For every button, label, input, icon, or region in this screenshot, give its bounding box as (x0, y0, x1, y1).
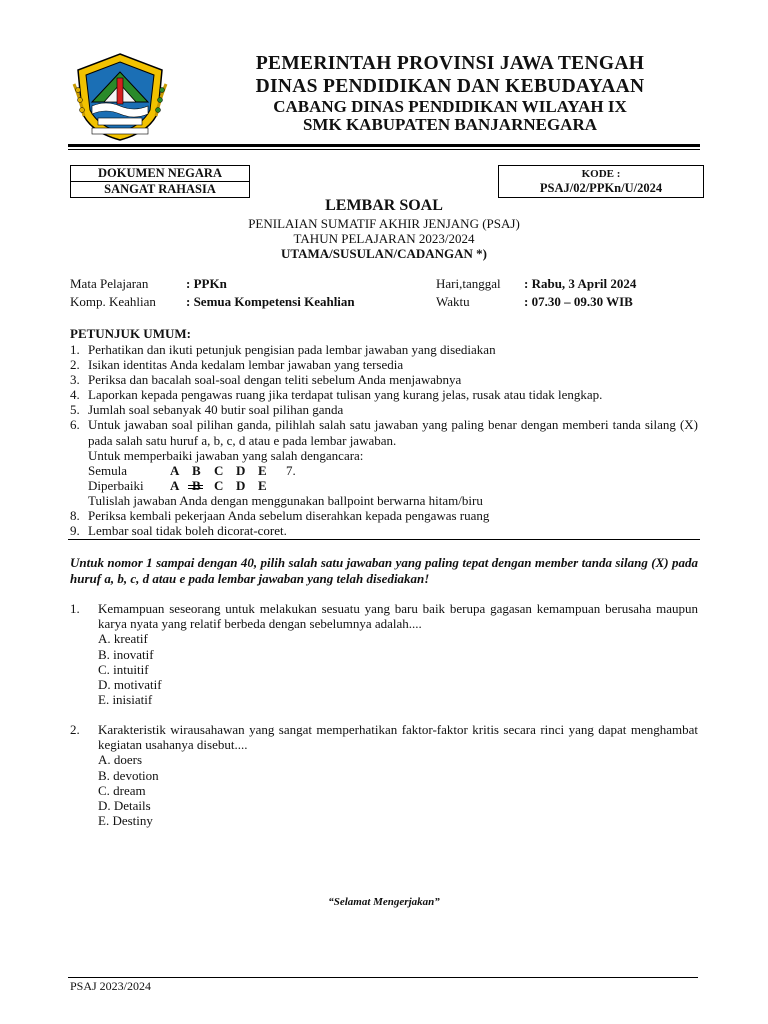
option-letter: D (236, 477, 246, 493)
instruction-item: 4. Laporkan kepada pengawas ruang jika terdapat tulisan yang kurang jelas, rusak atau tidak lengkap. (70, 387, 603, 403)
option-letter: C (214, 477, 224, 493)
instruction-item: 3. Periksa dan bacalah soal-soal dengan teliti sebelum Anda menjawabnya (70, 372, 462, 388)
instructions-list (70, 342, 698, 538)
instruction-item: 1. Perhatikan dan ikuti petunjuk pengisian pada lembar jawaban yang disediakan (70, 342, 496, 357)
instruction-item: 2. Isikan identitas Anda kedalam lembar jawaban yang tersedia (70, 357, 404, 373)
sheet-subtitle-3: UTAMA/SUSULAN/CADANGAN *) (281, 246, 487, 261)
answer-option: E. Destiny (98, 813, 153, 829)
answer-option: A. kreatif (98, 631, 148, 647)
semula-label: Semula (88, 462, 127, 478)
subject-value: : PPKn (186, 276, 227, 291)
classification-line-2: SANGAT RAHASIA (104, 182, 216, 196)
instruction-item: 8. Periksa kembali pekerjaan Anda sebelum diserahkan kepada pengawas ruang (70, 508, 490, 524)
header-divider-thick (68, 144, 700, 147)
sheet-subtitle-2: TAHUN PELAJARAN 2023/2024 (293, 231, 475, 246)
option-letter: B (192, 462, 201, 478)
pen-note: Tulislah jawaban Anda dengan menggunakan ballpoint berwarna hitam/biru (88, 492, 483, 508)
header-line-4: SMK KABUPATEN BANJARNEGARA (302, 115, 598, 134)
sheet-title: LEMBAR SOAL (325, 197, 443, 214)
code-value: PSAJ/02/PPKn/U/2024 (539, 181, 663, 195)
answer-option: C. intuitif (98, 661, 149, 677)
header-line-2: DINAS PENDIDIKAN DAN KEBUDAYAAN (255, 76, 645, 97)
answer-option: B. devotion (98, 767, 159, 783)
footer-text: PSAJ 2023/2024 (70, 979, 152, 993)
option-letter: C (214, 462, 224, 478)
semula-example (70, 463, 698, 478)
footer-divider (68, 977, 698, 978)
instructions-divider (68, 539, 700, 540)
code-box (498, 165, 704, 198)
option-letter: D (236, 462, 246, 478)
question-text: Karakteristik wirausahawan yang sangat memperhatikan faktor-faktor kritis secara rinci yang dapat menghambat kegiatan usahanya disebut.... (98, 722, 698, 753)
sheet-subtitle-1: PENILAIAN SUMATIF AKHIR JENJANG (PSAJ) (248, 216, 520, 231)
question-1 (70, 601, 698, 707)
diperbaiki-label: Diperbaiki (88, 477, 144, 493)
time-label: Waktu (436, 294, 470, 309)
header-divider-thin (68, 149, 700, 150)
fix-intro: Untuk memperbaiki jawaban yang salah dengancara: (88, 447, 364, 463)
instruction-item: 6. Untuk jawaban soal pilihan ganda, pilihlah salah satu jawaban yang paling benar dengan memberi tanda silang (X) pada salah satu huruf a, b, c, d atau e pada lembar jawaban. (70, 417, 698, 448)
classification-line-1: DOKUMEN NEGARA (71, 166, 249, 182)
instruction-item: 5. Jumlah soal sebanyak 40 butir soal pilihan ganda (70, 402, 344, 418)
classification-box (70, 165, 250, 198)
answer-option: D. motivatif (98, 677, 162, 693)
answer-option: C. dream (98, 782, 146, 798)
corrected-letter: B (192, 477, 201, 493)
option-letter: E (258, 462, 267, 478)
semula-suffix: 7. (286, 462, 296, 478)
expertise-label: Komp. Keahlian (70, 294, 156, 309)
closing-note: “Selamat Mengerjakan” (328, 896, 440, 908)
question-number: 2. (70, 722, 80, 737)
option-letter: A (170, 462, 180, 478)
header-line-1: PEMERINTAH PROVINSI JAWA TENGAH (255, 53, 645, 74)
option-letter: A (170, 477, 180, 493)
questions-intro: Untuk nomor 1 sampai dengan 40, pilih salah satu jawaban yang paling tepat dengan member tanda silang (X) pada huruf a, b, c, d atau e pada lembar jawaban yang telah disediakan! (70, 555, 698, 586)
answer-option: E. inisiatif (98, 692, 153, 708)
instructions-heading: PETUNJUK UMUM: (70, 326, 191, 341)
expertise-value: : Semua Kompetensi Keahlian (186, 294, 355, 309)
question-number: 1. (70, 601, 80, 616)
subject-label: Mata Pelajaran (70, 276, 149, 291)
code-label: KODE : (581, 168, 621, 180)
option-letter: E (258, 477, 267, 493)
jawa-tengah-emblem-icon (70, 50, 170, 144)
header-line-3: CABANG DINAS PENDIDIKAN WILAYAH IX (273, 97, 627, 116)
instruction-item: 9. Lembar soal tidak boleh dicorat-coret. (70, 523, 287, 539)
day-value: : Rabu, 3 April 2024 (524, 276, 637, 291)
time-value: : 07.30 – 09.30 WIB (524, 294, 633, 309)
answer-option: A. doers (98, 752, 143, 768)
question-2 (70, 722, 698, 828)
question-text: Kemampuan seseorang untuk melakukan sesuatu yang baru baik berupa gagasan kemampuan berusaha maupun karya nyata yang relatif berbeda dengan sebelumnya adalah.... (98, 601, 698, 632)
day-label: Hari,tanggal (436, 276, 501, 291)
diperbaiki-example (70, 478, 698, 493)
answer-option: B. inovatif (98, 646, 154, 662)
answer-option: D. Details (98, 798, 151, 814)
